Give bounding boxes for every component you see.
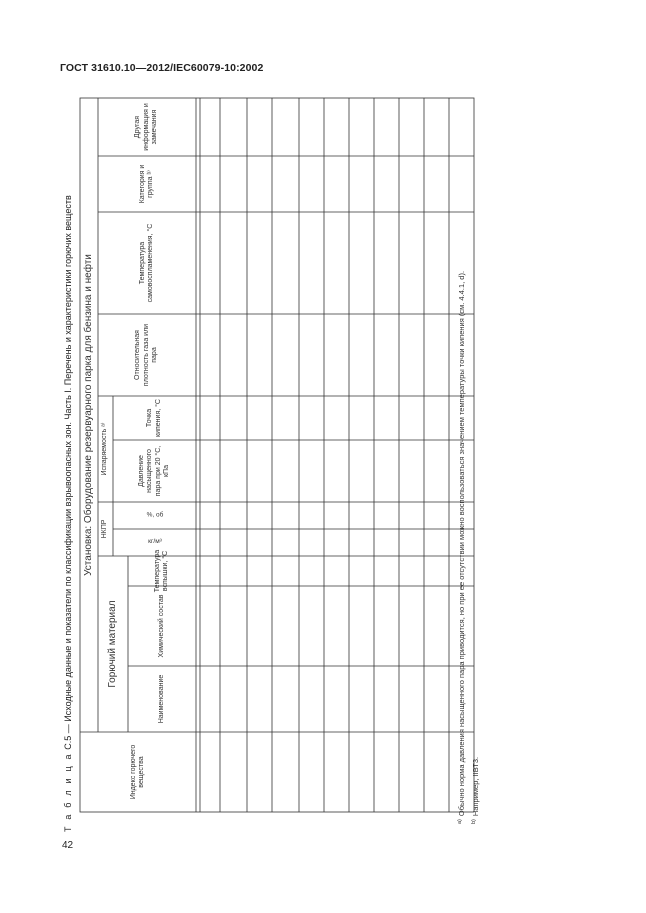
col-index-header: Индекс горючего вещества — [129, 744, 145, 800]
footnotes — [454, 104, 482, 824]
col-name-header: Наименование — [157, 674, 165, 724]
rotated-table-block — [58, 92, 518, 832]
footnote-b: $^{b)}$Например, IIВТ3. — [471, 756, 480, 824]
col-vapor-pressure-header: Давление насыщенного пара при 20 °С, кПа — [137, 445, 170, 497]
installation-header: Установка: Оборудование резервуарного парка для бензина и нефти — [83, 254, 94, 576]
col-relative-density-header: Относительная плотность газа или пара — [134, 323, 159, 387]
lel-header: НКПР — [101, 519, 109, 539]
footnote-a: $^{a)}$Обычно норма давления насыщенного пара приводится, но при ее отсутствии можно воспользоваться значением температуры точки кипения (см. 4.4.1, d). — [457, 270, 466, 824]
table-title-dash: — — [63, 724, 73, 734]
flammable-material-header: Горючий материал — [107, 600, 118, 688]
volatility-header: Испаряемость ᵃ⁾ — [101, 422, 109, 476]
table-title-number: С.5 — [63, 735, 73, 750]
table-title-prefix: Т а б л и ц а — [63, 752, 73, 832]
col-boiling-point-header: Точка кипения, °С — [146, 399, 162, 437]
col-other-info-header: Другая информация и замечания — [134, 103, 159, 151]
document-code: ГОСТ 31610.10—2012/IEC60079-10:2002 — [60, 62, 264, 74]
col-composition-header: Химический состав — [157, 594, 165, 658]
col-category-header: Категория и группа ᵇ⁾ — [138, 164, 154, 204]
col-flash-temp-header: Температура вспышки, °С — [153, 549, 169, 593]
page-number: 42 — [62, 840, 74, 851]
col-lel-percent-header: %, об — [146, 511, 163, 519]
table-title-text: Исходные данные и показатели по классификации взрывоопасных зон. Часть I. Перечень и характеристики горючих веществ — [63, 195, 73, 722]
col-ignition-temp-header: Температура самовоспламенения, °С — [138, 223, 154, 303]
col-lel-kgm3-header: кг/м³ — [147, 538, 162, 546]
